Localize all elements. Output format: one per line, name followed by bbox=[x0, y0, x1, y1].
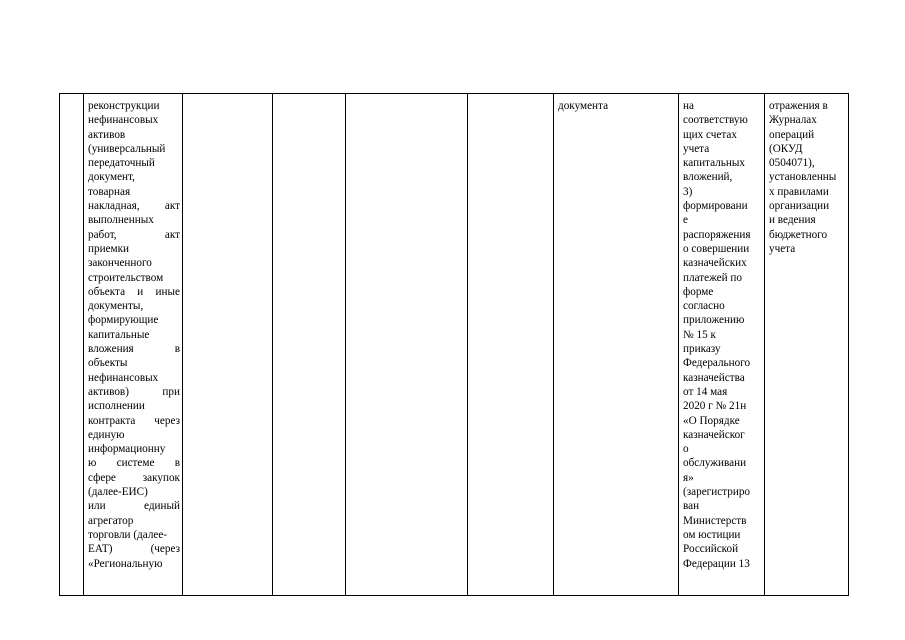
text-line: торговли (далее- bbox=[88, 528, 168, 541]
text-line: ю системе в bbox=[88, 457, 180, 470]
text-line: бюджетного bbox=[769, 228, 828, 241]
text-line: Федерального bbox=[683, 357, 751, 370]
cell-empty-4 bbox=[273, 94, 346, 596]
text-line: я» bbox=[683, 471, 694, 484]
text-line: 2020 г № 21н bbox=[683, 400, 747, 413]
text-line: формирующие bbox=[88, 314, 159, 327]
text-line: распоряжения bbox=[683, 228, 751, 241]
text-line: № 15 к bbox=[683, 328, 716, 341]
text-line: форме bbox=[683, 285, 714, 298]
text-line: Федерации 13 bbox=[683, 557, 750, 570]
text-line: обслуживани bbox=[683, 457, 747, 470]
text-line: от 14 мая bbox=[683, 385, 728, 398]
text-line: «О Порядке bbox=[683, 414, 740, 427]
cell-document bbox=[554, 94, 679, 596]
text-line: казначейства bbox=[683, 371, 745, 384]
text-line: казначейског bbox=[683, 428, 745, 441]
text-line: (универсальный bbox=[88, 142, 166, 155]
document-label: документа bbox=[558, 100, 609, 112]
text-line: объекта и иные bbox=[88, 285, 180, 298]
text-line: работ, акт bbox=[88, 228, 180, 241]
text-line: х правилами bbox=[769, 185, 829, 198]
text-line: или единый bbox=[88, 500, 180, 513]
cell-document-description bbox=[84, 94, 183, 596]
cell-empty-6 bbox=[468, 94, 554, 596]
text-line: соответствую bbox=[683, 114, 748, 127]
text-line: Министерств bbox=[683, 514, 747, 527]
text-line: 3) bbox=[683, 185, 693, 198]
text-line: ЕАТ) (через bbox=[88, 543, 180, 556]
text-line: законченного bbox=[88, 257, 152, 270]
text-line: исполнении bbox=[88, 400, 145, 413]
text-line: объекты bbox=[88, 357, 128, 370]
text-line: выполненных bbox=[88, 214, 154, 227]
cell-procedure bbox=[679, 94, 765, 596]
document-table bbox=[59, 93, 849, 596]
text-line: учета bbox=[769, 242, 796, 255]
table-row bbox=[60, 94, 849, 596]
text-line: 0504071), bbox=[769, 157, 815, 170]
text-line: активов) при bbox=[88, 385, 180, 398]
cell-empty-5 bbox=[346, 94, 468, 596]
text-line: Российской bbox=[683, 543, 739, 556]
text-line: е bbox=[683, 214, 688, 227]
text-line: учета bbox=[683, 142, 710, 155]
text-line: строительством bbox=[88, 271, 164, 284]
text-line: отражения в bbox=[769, 100, 828, 112]
text-line: приказу bbox=[683, 343, 721, 356]
document-description-text bbox=[88, 99, 180, 571]
text-line: о совершении bbox=[683, 242, 750, 255]
text-line: (зарегистриро bbox=[683, 486, 751, 499]
text-line: щих счетах bbox=[683, 128, 737, 141]
text-line: Журналах bbox=[769, 114, 817, 127]
text-line: передаточный bbox=[88, 157, 155, 170]
text-line: приложению bbox=[683, 314, 745, 327]
text-line: согласно bbox=[683, 300, 725, 313]
text-line: капитальных bbox=[683, 157, 745, 170]
text-line: платежей по bbox=[683, 271, 743, 284]
text-line: «Региональную bbox=[88, 557, 163, 570]
text-line: информационну bbox=[88, 443, 166, 456]
text-line: сфере закупок bbox=[88, 471, 180, 484]
text-line: ом юстиции bbox=[683, 528, 741, 541]
text-line: вложения в bbox=[88, 343, 180, 356]
text-line: на bbox=[683, 100, 694, 112]
text-line: агрегатор bbox=[88, 514, 134, 527]
text-line: нефинансовых bbox=[88, 371, 159, 384]
cell-empty-3 bbox=[183, 94, 273, 596]
text-line: организации bbox=[769, 200, 830, 213]
text-line: документ, bbox=[88, 171, 135, 184]
text-line: (далее-ЕИС) bbox=[88, 486, 148, 499]
cell-number bbox=[60, 94, 84, 596]
text-line: установленны bbox=[769, 171, 837, 184]
text-line: капитальные bbox=[88, 328, 150, 341]
text-line: формировани bbox=[683, 200, 748, 213]
text-line: контракта через bbox=[88, 414, 180, 427]
text-line: реконструкции bbox=[88, 100, 160, 112]
text-line: единую bbox=[88, 428, 125, 441]
text-line: приемки bbox=[88, 242, 130, 255]
text-line: вложений, bbox=[683, 171, 733, 184]
procedure-text bbox=[683, 99, 762, 571]
text-line: ван bbox=[683, 500, 700, 513]
text-line: казначейских bbox=[683, 257, 747, 270]
text-line: товарная bbox=[88, 185, 131, 198]
text-line: нефинансовых bbox=[88, 114, 159, 127]
text-line: операций bbox=[769, 128, 815, 141]
text-line: накладная, акт bbox=[88, 200, 180, 213]
accounting-text bbox=[769, 99, 846, 256]
text-line: (ОКУД bbox=[769, 142, 803, 155]
text-line: активов bbox=[88, 128, 126, 141]
text-line: о bbox=[683, 443, 689, 456]
text-line: и ведения bbox=[769, 214, 816, 227]
cell-accounting bbox=[765, 94, 849, 596]
text-line: документы, bbox=[88, 300, 144, 313]
